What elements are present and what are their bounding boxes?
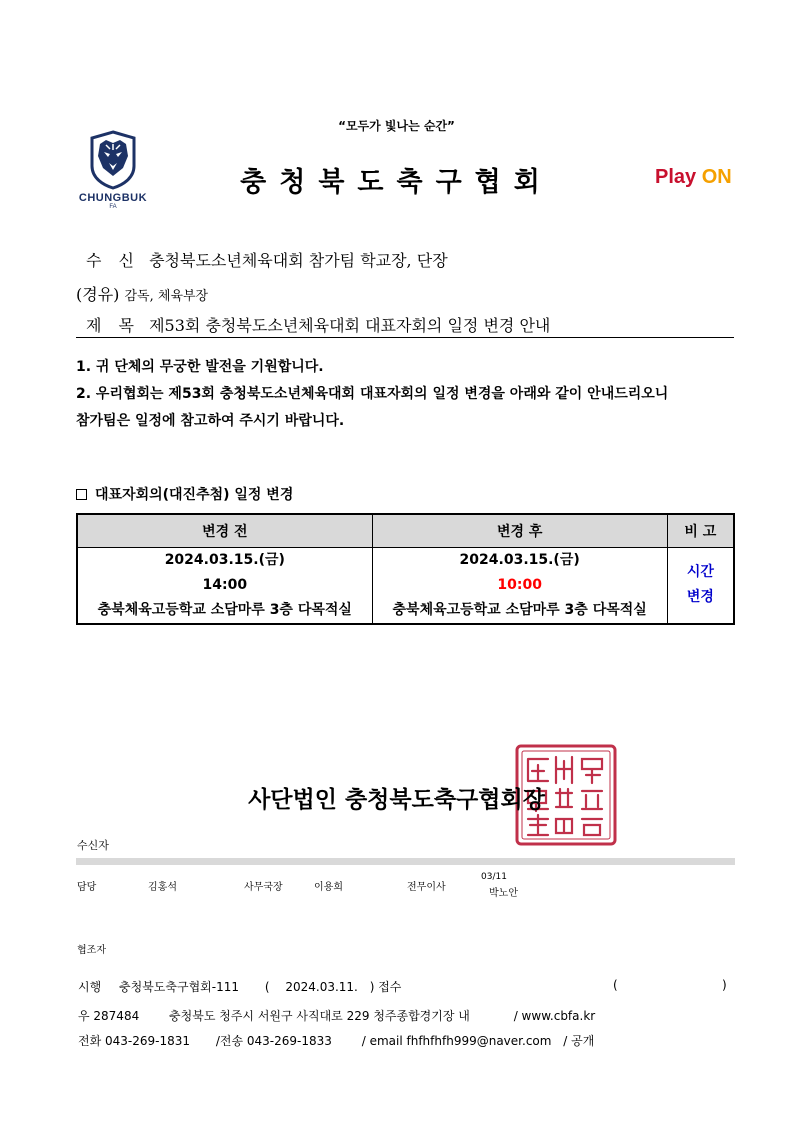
logo-text: CHUNGBUK <box>78 192 148 204</box>
director-label: 전무이사 <box>407 882 446 893</box>
postcode: 우 287484 <box>78 1009 140 1023</box>
recipient-label: 수 신 <box>86 251 140 270</box>
before-time: 14:00 <box>202 576 248 593</box>
enforcement-line <box>78 978 401 995</box>
header-divider <box>76 337 734 338</box>
disclosure-status: / 공개 <box>563 1034 595 1048</box>
subject-line <box>86 313 550 336</box>
after-place: 충북체육고등학교 소담마루 3층 다목적실 <box>392 601 647 618</box>
receipt-open-paren: ( <box>613 978 618 992</box>
receipt-label: ) 접수 <box>369 980 402 994</box>
recipient-line <box>86 248 448 271</box>
fax-number: /전송 043-269-1833 <box>215 1034 332 1048</box>
after-time: 10:00 <box>497 576 542 593</box>
email-link[interactable]: / email fhfhfhfh999@naver.com <box>361 1034 552 1048</box>
before-cell <box>77 547 372 624</box>
header-note: 비 고 <box>667 514 734 547</box>
note-line-1: 시간 <box>686 564 714 581</box>
checkbox-square-icon <box>76 489 87 500</box>
note-line-2: 변경 <box>686 589 714 606</box>
recipient-value: 충청북도소년체육대회 참가팀 학교장, 단장 <box>149 251 448 270</box>
enforcement-open-paren: ( <box>264 980 270 994</box>
footer-organization-head: 사단법인 충청북도축구협회장 <box>248 787 545 813</box>
after-date: 2024.03.15.(금) <box>459 551 580 568</box>
contact-line <box>78 1032 594 1049</box>
after-cell <box>372 547 667 624</box>
address-line <box>78 1007 595 1024</box>
org-title: 충청북도축구협회 <box>240 167 553 198</box>
enforcement-date: 2024.03.11. <box>285 980 358 994</box>
enforcement-label: 시행 <box>78 980 102 994</box>
play-word: Play <box>655 166 702 188</box>
cooperator-label: 협조자 <box>77 945 106 956</box>
on-word: ON <box>701 166 732 188</box>
note-cell <box>667 547 734 624</box>
slogan: “모두가 빛나는 순간” <box>338 119 455 133</box>
secgen-label: 사무국장 <box>244 882 283 893</box>
body-line-3: 참가팀은 일정에 참고하여 주시기 바랍니다. <box>76 413 345 429</box>
table-row <box>77 547 734 624</box>
section-heading <box>76 484 293 504</box>
staff-name: 김홍석 <box>148 882 177 893</box>
section-title: 대표자회의(대진추첨) 일정 변경 <box>95 487 294 503</box>
body-line-2: 2. 우리협회는 제53회 충청북도소년체육대회 대표자회의 일정 변경을 아래와 같이 안내드리오니 <box>76 386 669 402</box>
secgen-name: 이용희 <box>314 882 343 893</box>
approval-divider <box>76 858 735 865</box>
header-before: 변경 전 <box>77 514 372 547</box>
logo-subtext: FA <box>109 204 117 210</box>
schedule-table <box>76 513 735 625</box>
body-paragraph <box>76 354 736 435</box>
staff-label: 담당 <box>77 882 97 893</box>
header-after: 변경 후 <box>372 514 667 547</box>
via-line <box>76 282 208 305</box>
table-header-row <box>77 514 734 547</box>
subject-value: 제53회 충청북도소년체육대회 대표자회의 일정 변경 안내 <box>149 316 551 335</box>
via-label: (경유) <box>76 285 120 304</box>
body-line-1: 1. 귀 단체의 무궁한 발전을 기원합니다. <box>76 359 324 375</box>
receiver-label: 수신자 <box>77 839 109 852</box>
receipt-close-paren: ) <box>722 978 727 992</box>
document-number: 충청북도축구협회-111 <box>119 980 239 994</box>
director-date: 03/11 <box>481 872 507 882</box>
via-value: 감독, 체육부장 <box>124 289 209 304</box>
subject-label: 제 목 <box>86 316 140 335</box>
phone-number: 전화 043-269-1831 <box>78 1034 191 1048</box>
before-place: 충북체육고등학교 소담마루 3층 다목적실 <box>97 601 352 618</box>
director-name: 박노안 <box>489 888 518 899</box>
street-address: 충청북도 청주시 서원구 사직대로 229 청주종합경기장 내 <box>169 1009 470 1023</box>
website-link[interactable]: / www.cbfa.kr <box>513 1009 596 1023</box>
before-date: 2024.03.15.(금) <box>164 551 285 568</box>
play-on-slogan <box>655 166 732 189</box>
